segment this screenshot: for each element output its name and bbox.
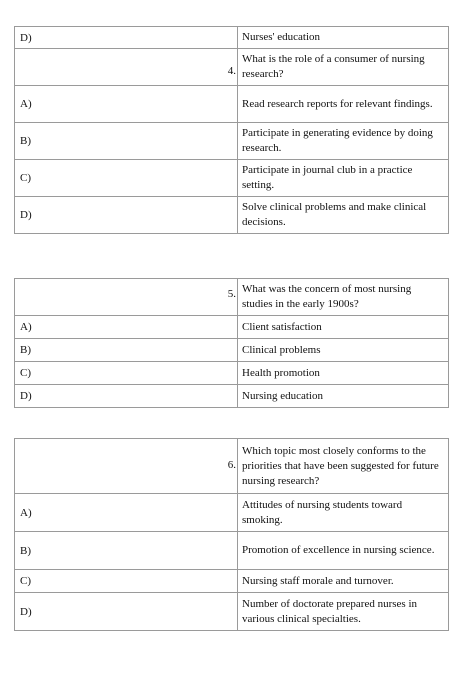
option-letter: D) [20, 31, 32, 44]
option-letter: A) [20, 506, 32, 519]
option-row-a [15, 86, 449, 123]
question-number-cell [15, 49, 238, 86]
option-letter: D) [20, 209, 32, 221]
option-text: Nurses' education [238, 27, 449, 49]
option-letter-cell [15, 86, 238, 123]
option-row-c [15, 362, 449, 385]
option-row-c [15, 160, 449, 197]
option-letter-cell [15, 362, 238, 385]
option-text: Clinical problems [238, 339, 449, 362]
question-5-table [14, 278, 449, 408]
question-text: Which topic most closely conforms to the priorities that have been suggested for future nursing research? [238, 439, 449, 494]
option-letter: B) [20, 135, 31, 147]
option-row-d [15, 593, 449, 631]
option-text: Read research reports for relevant findings. [238, 86, 449, 123]
option-letter-cell [15, 27, 238, 49]
option-letter: C) [20, 575, 31, 587]
question-text: What is the role of a consumer of nursing research? [238, 49, 449, 86]
option-letter-cell [15, 339, 238, 362]
question-row [15, 439, 449, 494]
option-letter: D) [20, 390, 32, 402]
option-letter: A) [20, 321, 32, 333]
question-4-table [14, 26, 449, 234]
option-text: Nursing staff morale and turnover. [238, 570, 449, 593]
option-text: Attitudes of nursing students toward smoking. [238, 494, 449, 532]
question-number: 4. [227, 65, 236, 77]
question-row [15, 279, 449, 316]
option-letter-cell [15, 160, 238, 197]
option-row-c [15, 570, 449, 593]
option-letter: B) [20, 544, 31, 557]
question-number: 6. [227, 459, 236, 471]
option-letter: D) [20, 605, 32, 618]
option-row-d [15, 197, 449, 234]
prior-option-row [15, 27, 449, 49]
option-letter-cell [15, 197, 238, 234]
option-letter: B) [20, 344, 31, 356]
option-text: Client satisfaction [238, 316, 449, 339]
option-letter-cell [15, 123, 238, 160]
option-letter-cell [15, 593, 238, 631]
option-letter-cell [15, 316, 238, 339]
option-letter: A) [20, 98, 32, 110]
option-row-d [15, 385, 449, 408]
option-text: Nursing education [238, 385, 449, 408]
option-row-a [15, 316, 449, 339]
option-text: Health promotion [238, 362, 449, 385]
question-number-cell [15, 279, 238, 316]
option-letter-cell [15, 532, 238, 570]
question-number: 5. [227, 288, 236, 300]
option-letter-cell [15, 570, 238, 593]
option-row-b [15, 123, 449, 160]
option-text: Promotion of excellence in nursing science. [238, 532, 449, 570]
option-letter-cell [15, 494, 238, 532]
question-6-table [14, 438, 449, 631]
option-text: Participate in generating evidence by doing research. [238, 123, 449, 160]
option-text: Solve clinical problems and make clinical decisions. [238, 197, 449, 234]
question-text: What was the concern of most nursing studies in the early 1900s? [238, 279, 449, 316]
option-letter-cell [15, 385, 238, 408]
option-row-b [15, 339, 449, 362]
question-row [15, 49, 449, 86]
question-number-cell [15, 439, 238, 494]
option-text: Number of doctorate prepared nurses in various clinical specialties. [238, 593, 449, 631]
option-letter: C) [20, 367, 31, 379]
option-row-a [15, 494, 449, 532]
option-text: Participate in journal club in a practice setting. [238, 160, 449, 197]
option-letter: C) [20, 172, 31, 184]
option-row-b [15, 532, 449, 570]
